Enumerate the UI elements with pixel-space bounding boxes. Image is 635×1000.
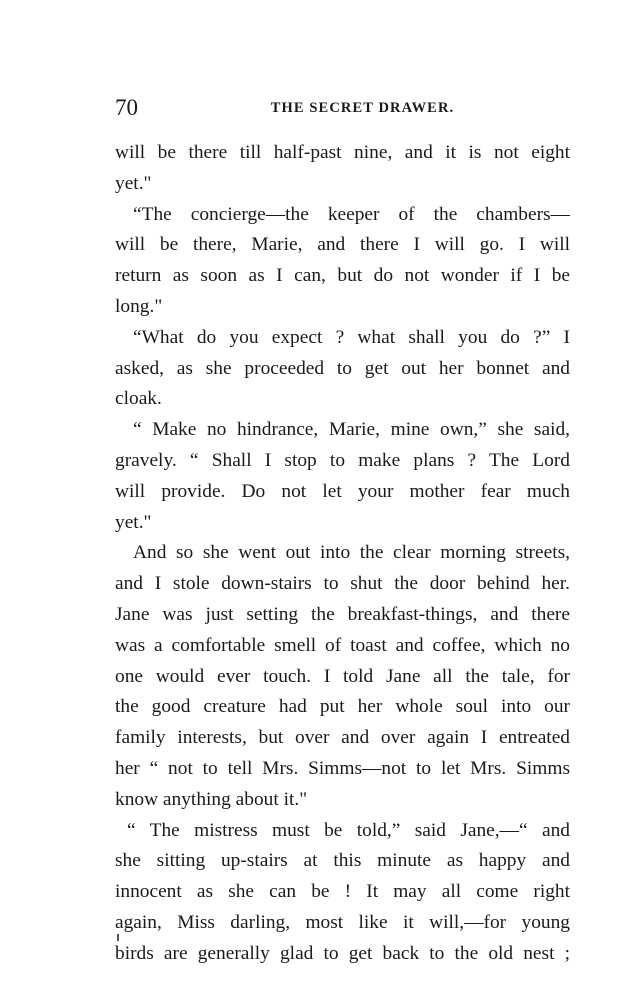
text-line: and I stole down-stairs to shut the door behind her. [115, 573, 570, 595]
text-line: was a comfortable smell of toast and coffee, which no [115, 634, 570, 656]
text-line: the good creature had put her whole soul into our [115, 696, 570, 718]
text-line: will provide. Do not let your mother fear much [115, 480, 570, 502]
body-text [115, 138, 570, 970]
text-line: will be there, Marie, and there I will go. I will [115, 234, 570, 256]
text-line: family interests, but over and over again I entreated [115, 727, 570, 749]
text-line: birds are generally glad to get back to the old nest ; [115, 942, 570, 964]
text-line: know anything about it." [115, 788, 308, 810]
text-line: will be there till half-past nine, and it is not eight [115, 142, 570, 163]
text-line: “The concierge—the keeper of the chambers— [133, 203, 570, 225]
text-line: innocent as she can be ! It may all come right [115, 881, 570, 903]
text-line: long." [115, 295, 163, 317]
text-line: yet." [115, 172, 152, 194]
running-title: THE SECRET DRAWER. [270, 100, 455, 116]
text-line: she sitting up-stairs at this minute as happy and [115, 850, 570, 872]
text-line: her “ not to tell Mrs. Simms—not to let Mrs. Simms [115, 757, 570, 779]
text-line: Jane was just setting the breakfast-things, and there [115, 603, 570, 625]
running-head [115, 94, 570, 122]
text-line: And so she went out into the clear morning streets, [133, 542, 570, 564]
text-line: “ The mistress must be told,” said Jane,—“ and [127, 819, 570, 841]
text-line: cloak. [115, 388, 162, 410]
stray-ink-mark [117, 934, 119, 941]
text-line: yet." [115, 511, 152, 533]
text-line: “What do you expect ? what shall you do ?” I [133, 326, 570, 348]
text-line: gravely. “ Shall I stop to make plans ? The Lord [115, 449, 570, 471]
text-line: asked, as she proceeded to get out her bonnet and [115, 357, 570, 379]
text-line: again, Miss darling, most like it will,—for young [115, 911, 570, 933]
text-line: “ Make no hindrance, Marie, mine own,” she said, [133, 419, 570, 441]
page-number: 70 [115, 95, 138, 120]
text-line: return as soon as I can, but do not wonder if I be [115, 265, 570, 287]
text-line: one would ever touch. I told Jane all the tale, for [115, 665, 570, 687]
